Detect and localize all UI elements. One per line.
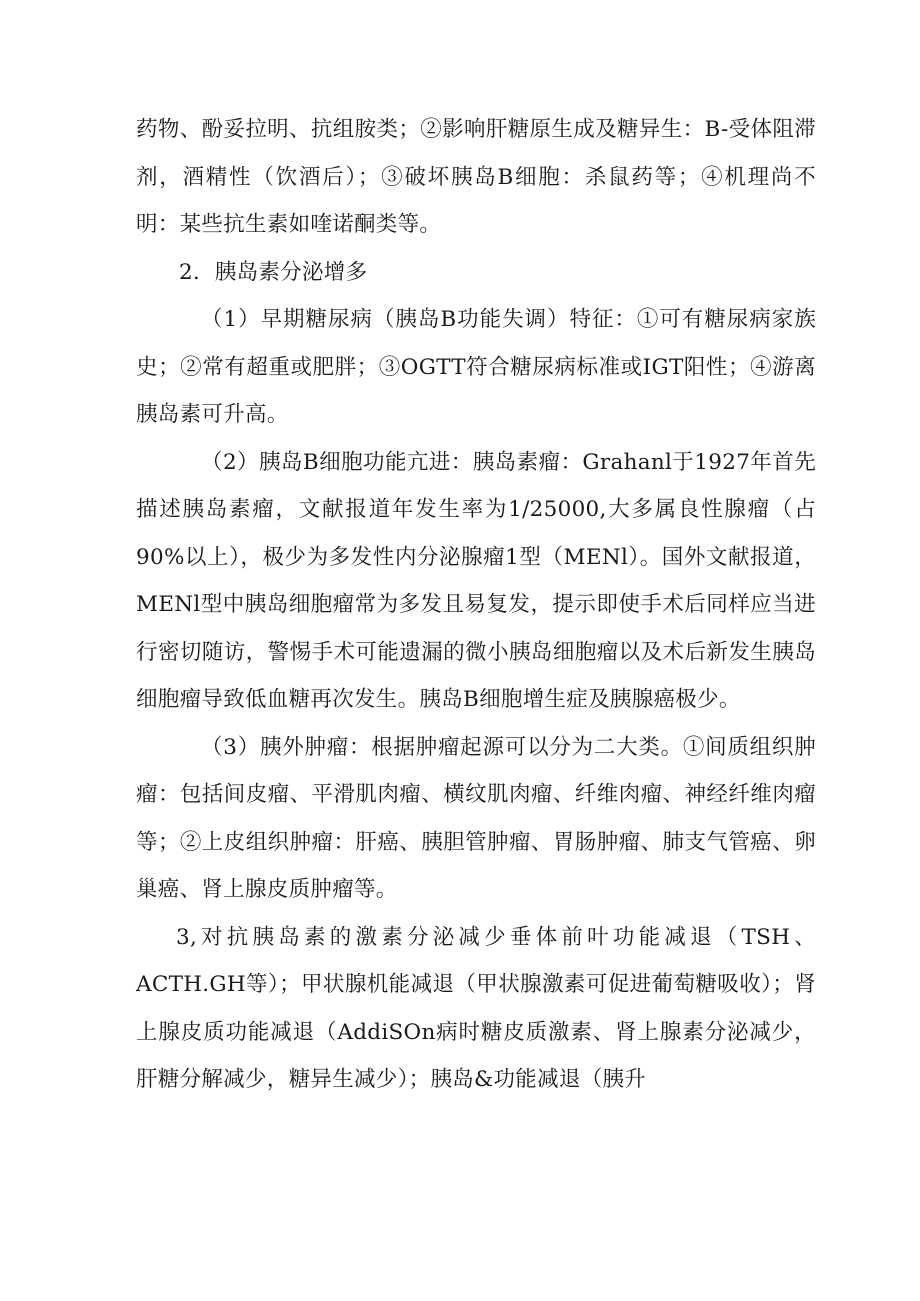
- document-body: [136, 106, 816, 1104]
- paragraph-continued: 药物、酚妥拉明、抗组胺类；②影响肝糖原生成及糖异生：B-受体阻滞剂，酒精性（饮酒后）；③破坏胰岛B细胞：杀鼠药等；④机理尚不明：某些抗生素如喹诺酮类等。: [136, 117, 816, 237]
- paragraph-item-3: （3）胰外肿瘤：根据肿瘤起源可以分为二大类。①间质组织肿瘤：包括间皮瘤、平滑肌肉瘤、横纹肌肉瘤、纤维肉瘤、神经纤维肉瘤等；②上皮组织肿瘤：肝癌、胰胆管肿瘤、胃肠肿瘤、肺支气管癌、卵巢癌、肾上腺皮质肿瘤等。: [136, 734, 816, 902]
- section-heading-3: 3,对抗胰岛素的激素分泌减少垂体前叶功能减退（TSH、ACTH.GH等）；甲状腺机能减退（甲状腺激素可促进葡萄糖吸收）；肾上腺皮质功能减退（AddiSOn病时糖皮质激素、肾上腺素分泌减少，肝糖分解减少，糖异生减少）；胰岛&功能减退（胰升: [136, 924, 816, 1092]
- paragraph-item-2: （2）胰岛B细胞功能亢进：胰岛素瘤：Grahanl于1927年首先描述胰岛素瘤，文献报道年发生率为1/25000,大多属良性腺瘤（占90%以上），极少为多发性内分泌腺瘤1型（MENl）。国外文献报道，MENl型中胰岛细胞瘤常为多发且易复发，提示即使手术后同样应当进行密切随访，警惕手术可能遗漏的微小胰岛细胞瘤以及术后新发生胰岛细胞瘤导致低血糖再次发生。胰岛B细胞增生症及胰腺癌极少。: [136, 449, 816, 712]
- section-heading-2: 2．胰岛素分泌增多: [179, 259, 368, 285]
- paragraph-item-1: （1）早期糖尿病（胰岛B功能失调）特征：①可有糖尿病家族史；②常有超重或肥胖；③OGTT符合糖尿病标准或IGT阳性；④游离胰岛素可升高。: [136, 307, 816, 427]
